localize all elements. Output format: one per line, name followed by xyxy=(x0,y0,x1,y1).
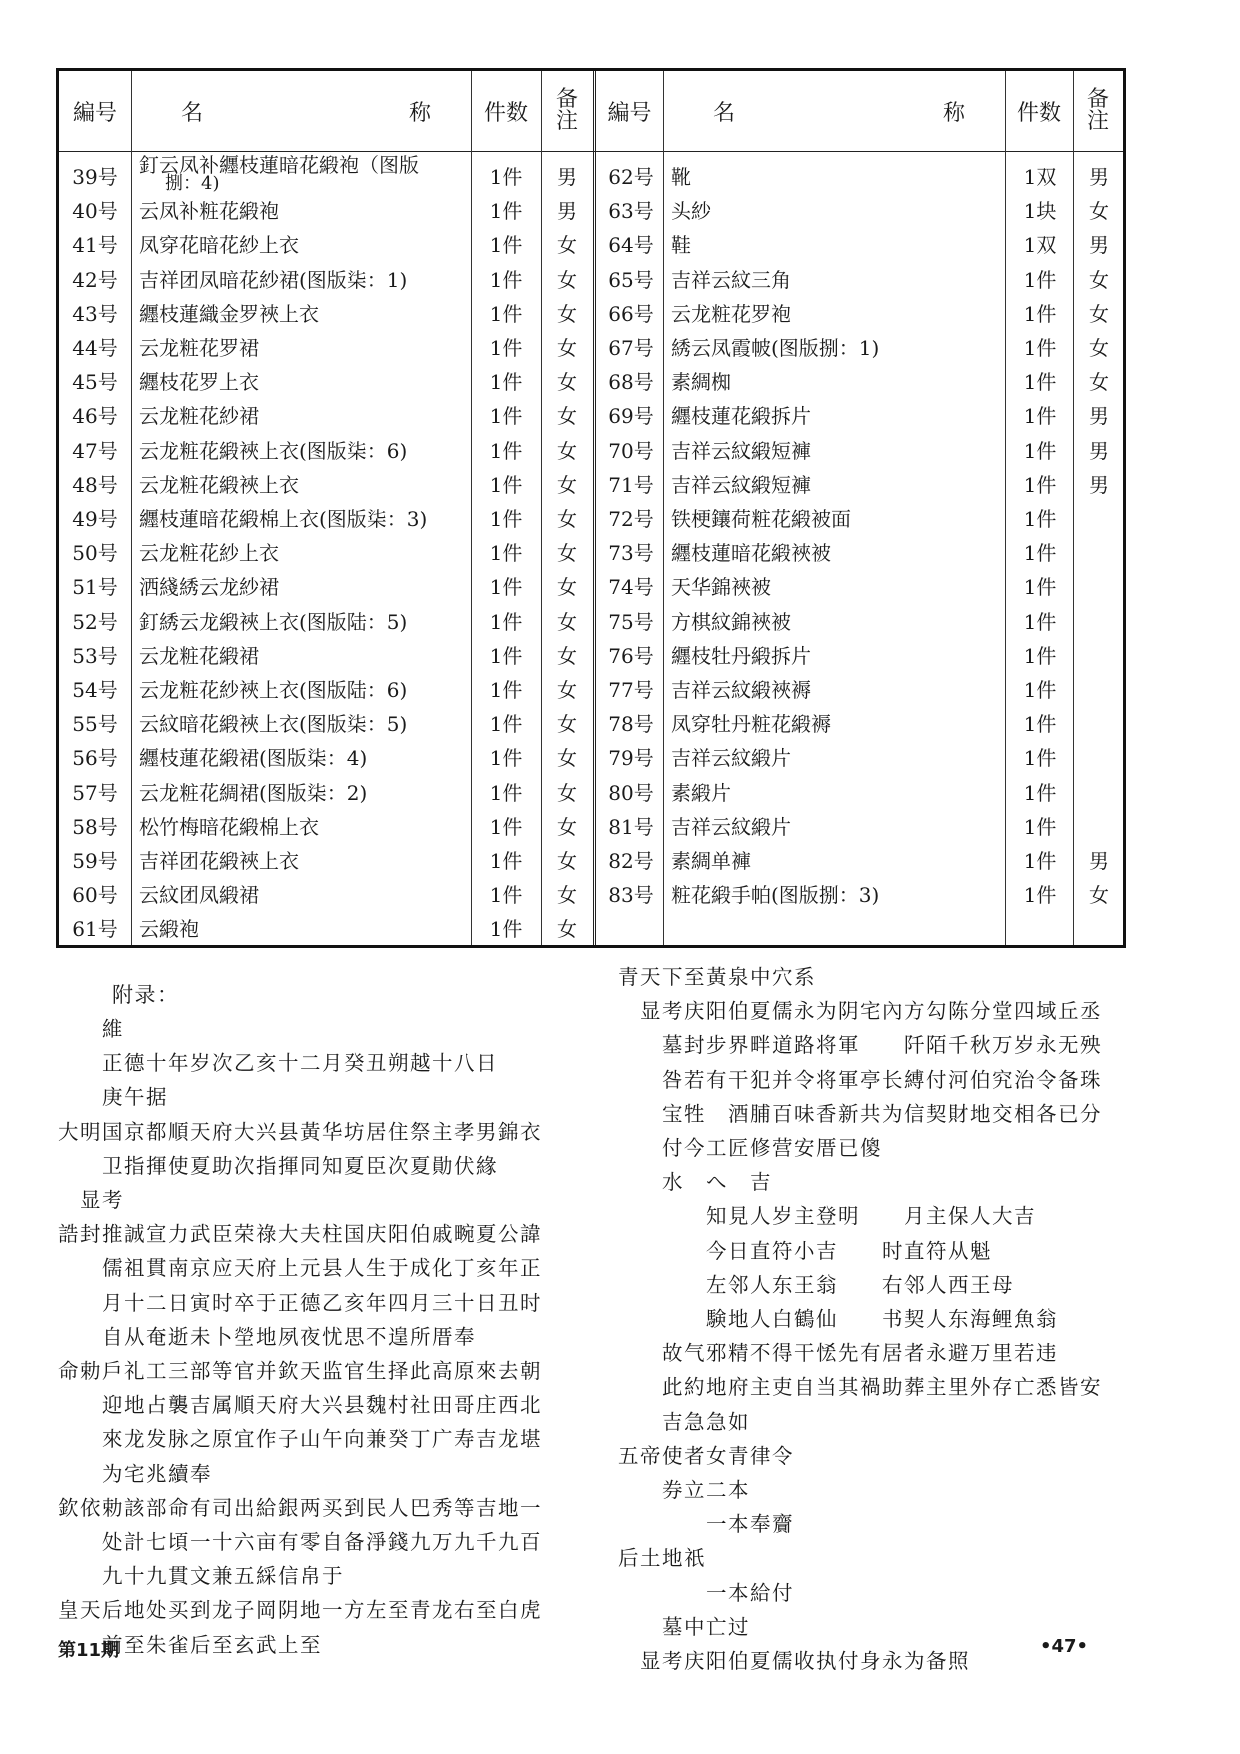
item-number: 52号 xyxy=(72,609,118,634)
issue-number: 第11期 xyxy=(58,1640,120,1661)
col-divider xyxy=(131,71,132,945)
item-note: 男 xyxy=(1089,404,1109,429)
item-quantity: 1件 xyxy=(1023,746,1057,771)
item-name: 凤穿牡丹粧花緞褥 xyxy=(671,712,831,737)
item-number: 74号 xyxy=(608,575,654,600)
item-quantity: 1件 xyxy=(1023,575,1057,600)
header-qty: 件数 xyxy=(483,100,528,126)
item-name: 云龙粧花紗裌上衣(图版陆：6) xyxy=(139,678,408,702)
item-number: 58号 xyxy=(72,814,118,839)
header-name-right: 称 xyxy=(942,100,965,126)
item-quantity: 1件 xyxy=(1023,404,1057,429)
header-note xyxy=(541,71,593,151)
appendix-line: 一本給付 xyxy=(706,1580,794,1605)
appendix-line: 庚午据 xyxy=(102,1085,168,1110)
item-quantity: 1件 xyxy=(489,472,523,497)
appendix-line: 吉急急如 xyxy=(662,1409,750,1434)
item-note: 男 xyxy=(1089,472,1109,497)
header-name-right: 称 xyxy=(408,100,431,126)
item-quantity: 1件 xyxy=(489,301,523,326)
item-quantity: 1件 xyxy=(1023,643,1057,668)
item-quantity: 1件 xyxy=(489,746,523,771)
item-number: 46号 xyxy=(72,404,118,429)
item-name-continued: 捌：4) xyxy=(165,173,220,194)
item-number: 69号 xyxy=(608,404,654,429)
item-number: 49号 xyxy=(72,507,118,531)
appendix-line: 大明国京都順天府大兴县黃华坊居住祭主孝男錦衣 xyxy=(58,1119,542,1144)
item-name: 云龙粧花紗上衣 xyxy=(139,541,279,566)
item-quantity: 1双 xyxy=(1023,165,1057,189)
item-name: 云龙粧花罗袍 xyxy=(671,301,791,326)
item-note: 女 xyxy=(557,883,577,908)
item-number: 75号 xyxy=(608,609,654,634)
appendix-heading: 附录： xyxy=(112,983,180,1007)
item-name: 綉云凤霞帔(图版捌：1) xyxy=(671,336,880,360)
header-name-left: 名 xyxy=(713,100,736,126)
item-note: 女 xyxy=(557,267,577,292)
appendix-line: 命勅戶礼工三部等官并欽天监官生择此高原來去朝 xyxy=(58,1359,542,1383)
item-number: 47号 xyxy=(72,438,118,463)
item-name: 头紗 xyxy=(671,199,711,224)
item-number: 60号 xyxy=(72,883,118,908)
item-name: 凤穿花暗花紗上衣 xyxy=(139,233,299,258)
item-note: 女 xyxy=(557,507,577,531)
item-name: 靴 xyxy=(671,165,691,189)
item-name: 吉祥云紋緞片 xyxy=(671,746,791,771)
item-note: 女 xyxy=(557,438,577,463)
item-number: 44号 xyxy=(72,336,118,360)
item-name: 云龙粧花緞裌上衣(图版柒：6) xyxy=(139,438,408,463)
appendix-line: 墓中亡过 xyxy=(662,1614,750,1639)
header-note-right xyxy=(1073,71,1123,151)
item-quantity: 1件 xyxy=(1023,507,1057,531)
item-number: 48号 xyxy=(72,472,118,497)
item-name: 吉祥云紋三角 xyxy=(671,267,791,292)
item-number: 66号 xyxy=(608,301,654,326)
item-name: 纒枝蓮花緞拆片 xyxy=(671,404,811,429)
item-note: 女 xyxy=(557,233,577,258)
appendix-line: 一本奉齎 xyxy=(706,1512,794,1537)
header-name-left: 名 xyxy=(181,100,204,126)
item-note: 女 xyxy=(557,541,577,566)
item-quantity: 1件 xyxy=(489,678,523,702)
appendix-line: 后土地祇 xyxy=(618,1546,706,1571)
appendix-line: 故气邪精不得干恡先有居者永避万里若违 xyxy=(662,1341,1058,1366)
item-number: 40号 xyxy=(72,199,118,224)
item-quantity: 1件 xyxy=(1023,849,1057,873)
item-quantity: 1件 xyxy=(489,233,523,258)
item-note: 女 xyxy=(557,404,577,429)
item-name: 纒枝蓮暗花緞棉上衣(图版柒：3) xyxy=(139,507,428,531)
item-number: 55号 xyxy=(72,712,118,737)
item-name: 釘云凤补纒枝蓮暗花緞袍（图版 xyxy=(139,153,419,177)
item-note: 男 xyxy=(557,165,577,189)
header-note-top: 备 xyxy=(1086,87,1109,112)
item-number: 43号 xyxy=(72,301,118,326)
appendix-line: 付今工匠修营安厝已傻 xyxy=(662,1136,882,1160)
appendix-line: 卫指揮使夏助次指揮同知夏臣次夏勛伏緣 xyxy=(102,1153,498,1178)
item-name: 鞋 xyxy=(671,233,691,258)
item-name: 云紋暗花緞裌上衣(图版柒：5) xyxy=(139,712,408,737)
item-name: 铁梗鑲荷粧花緞被面 xyxy=(671,507,851,531)
item-number: 57号 xyxy=(72,780,118,805)
item-note: 男 xyxy=(1089,849,1109,873)
item-quantity: 1件 xyxy=(1023,267,1057,292)
item-number: 45号 xyxy=(72,370,118,395)
appendix-line: 水 へ 吉 xyxy=(662,1170,772,1195)
item-quantity: 1件 xyxy=(489,541,523,566)
page-number: •47• xyxy=(1040,1636,1089,1657)
item-quantity: 1件 xyxy=(1023,609,1057,634)
item-quantity: 1件 xyxy=(1023,814,1057,839)
item-quantity: 1件 xyxy=(489,336,523,360)
item-quantity: 1件 xyxy=(1023,541,1057,566)
item-note: 女 xyxy=(557,336,577,360)
appendix-line: 欽依勅該部命有司出給銀两买到民人巴秀等吉地一 xyxy=(58,1495,542,1520)
item-note: 女 xyxy=(557,643,577,668)
item-number: 80号 xyxy=(608,780,654,805)
header-name xyxy=(131,71,471,151)
item-note: 女 xyxy=(1089,199,1109,224)
item-name: 云龙粧花罗裙 xyxy=(139,336,259,360)
item-name: 云龙粧花緞裙 xyxy=(139,643,259,668)
item-name: 云龙粧花緞裌上衣 xyxy=(139,472,299,497)
item-name: 云紋团凤緞裙 xyxy=(139,883,259,908)
item-quantity: 1件 xyxy=(489,404,523,429)
item-quantity: 1件 xyxy=(1023,301,1057,326)
item-quantity: 1件 xyxy=(1023,336,1057,360)
appendix-line: 月十二日寅时卒于正德乙亥年四月三十日丑时 xyxy=(102,1290,542,1315)
header-note-bottom: 注 xyxy=(555,109,578,134)
appendix-line: 皇天后地处买到龙子岡阴地一方左至青龙右至白虎 xyxy=(58,1598,542,1623)
item-name: 松竹梅暗花緞棉上衣 xyxy=(139,814,319,839)
item-number: 79号 xyxy=(608,746,654,771)
item-quantity: 1件 xyxy=(489,165,523,189)
item-number: 81号 xyxy=(608,814,654,839)
appendix-line: 儒祖貫南京应天府上元县人生于成化丁亥年正 xyxy=(102,1256,542,1281)
item-quantity: 1件 xyxy=(1023,472,1057,497)
item-note: 女 xyxy=(1089,301,1109,326)
appendix-line: 來龙发脉之原宜作子山午向兼癸丁广寿吉龙堪 xyxy=(102,1427,542,1452)
appendix-line: 前至朱雀后至玄武上至 xyxy=(102,1632,322,1657)
item-number: 59号 xyxy=(72,849,118,873)
item-name: 吉祥云紋緞裌褥 xyxy=(671,678,811,702)
appendix-line: 宝牲 酒脯百味香新共为信契財地交相各已分 xyxy=(662,1101,1102,1126)
item-note: 男 xyxy=(1089,165,1109,189)
item-quantity: 1件 xyxy=(489,643,523,668)
appendix-line: 显考 xyxy=(80,1188,124,1212)
item-quantity: 1件 xyxy=(1023,370,1057,395)
item-note: 女 xyxy=(557,849,577,873)
inventory-table xyxy=(56,68,1126,948)
appendix-line: 处計七頃一十六亩有零自备淨錢九万九千九百 xyxy=(102,1530,542,1554)
item-quantity: 1块 xyxy=(1023,199,1057,224)
item-quantity: 1双 xyxy=(1023,233,1057,258)
item-name: 纒枝蓮織金罗裌上衣 xyxy=(139,301,319,326)
appendix-line: 験地人白鶴仙 书契人东海鲤魚翁 xyxy=(706,1307,1058,1331)
item-quantity: 1件 xyxy=(489,712,523,737)
appendix-line: 券立二本 xyxy=(662,1478,750,1502)
item-number: 42号 xyxy=(72,267,118,292)
header-qty-right: 件数 xyxy=(1016,100,1061,126)
item-number: 73号 xyxy=(608,541,654,566)
item-name: 粧花緞手帕(图版捌：3) xyxy=(671,883,880,908)
header-num: 編号 xyxy=(72,100,117,126)
item-note: 女 xyxy=(1089,883,1109,908)
item-quantity: 1件 xyxy=(489,267,523,292)
item-number: 53号 xyxy=(72,643,118,668)
item-name: 吉祥云紋緞短褲 xyxy=(671,438,811,463)
header-num-right: 編号 xyxy=(607,100,652,126)
item-note: 女 xyxy=(557,301,577,326)
item-name: 吉祥团花緞裌上衣 xyxy=(139,849,299,873)
item-number: 63号 xyxy=(608,199,654,224)
item-note: 男 xyxy=(1089,233,1109,258)
appendix-line: 知見人岁主登明 月主保人大吉 xyxy=(706,1204,1036,1229)
item-quantity: 1件 xyxy=(489,883,523,908)
item-quantity: 1件 xyxy=(489,438,523,463)
header-note-bottom: 注 xyxy=(1086,109,1109,134)
item-note: 女 xyxy=(557,746,577,771)
item-name: 天华錦裌被 xyxy=(671,575,771,600)
item-quantity: 1件 xyxy=(489,780,523,805)
item-number: 51号 xyxy=(72,575,118,600)
item-quantity: 1件 xyxy=(489,849,523,873)
item-note: 男 xyxy=(557,199,577,224)
item-number: 82号 xyxy=(608,849,654,873)
item-name: 釘綉云龙緞裌上衣(图版陆：5) xyxy=(139,609,408,634)
appendix-line: 左邻人东王翁 右邻人西王母 xyxy=(706,1272,1014,1297)
item-number: 50号 xyxy=(72,541,118,566)
appendix-line: 此約地府主吏自当其禍助葬主里外存亡悉皆安 xyxy=(662,1375,1102,1400)
appendix-line: 迎地占襲吉属順天府大兴县魏村社田哥庄西北 xyxy=(102,1393,542,1418)
item-number: 71号 xyxy=(608,472,654,497)
header-name-right-table xyxy=(663,71,1005,151)
appendix-line: 今日直符小吉 时直符从魁 xyxy=(706,1238,992,1263)
item-note: 女 xyxy=(557,575,577,600)
item-note: 女 xyxy=(1089,370,1109,395)
item-note: 女 xyxy=(557,780,577,805)
item-quantity: 1件 xyxy=(489,609,523,634)
item-note: 女 xyxy=(1089,267,1109,292)
item-number: 72号 xyxy=(608,507,654,531)
appendix-line: 咎若有干犯并令将軍亭长縛付河伯究治令备珠 xyxy=(662,1067,1102,1092)
item-quantity: 1件 xyxy=(489,370,523,395)
item-number: 64号 xyxy=(608,233,654,258)
appendix-line: 显考庆阳伯夏儒永为阴宅內方勾陈分堂四域丘丞 xyxy=(640,999,1102,1024)
item-name: 素綢椥 xyxy=(671,370,731,395)
appendix-line: 墓封步界畔道路将軍 阡陌千秋万岁永无殃 xyxy=(662,1033,1102,1058)
item-quantity: 1件 xyxy=(489,917,523,942)
appendix-line: 显考庆阳伯夏儒收执付身永为备照 xyxy=(640,1649,970,1673)
item-number: 76号 xyxy=(608,643,654,668)
item-name: 素緞片 xyxy=(671,780,731,805)
item-number: 77号 xyxy=(608,678,654,702)
item-number: 65号 xyxy=(608,267,654,292)
item-name: 纒枝花罗上衣 xyxy=(139,370,259,395)
item-number: 41号 xyxy=(72,233,118,258)
item-note: 女 xyxy=(557,609,577,634)
item-quantity: 1件 xyxy=(1023,438,1057,463)
item-note: 女 xyxy=(557,917,577,942)
item-name: 吉祥云紋緞短褲 xyxy=(671,472,811,497)
item-quantity: 1件 xyxy=(489,814,523,839)
item-name: 纒枝蓮暗花緞裌被 xyxy=(671,541,831,566)
item-number: 56号 xyxy=(72,746,118,771)
appendix-line: 五帝使者女青律令 xyxy=(618,1443,794,1468)
item-name: 素綢单褲 xyxy=(671,849,751,873)
item-name: 方棋紋錦裌被 xyxy=(671,609,791,634)
item-quantity: 1件 xyxy=(489,199,523,224)
item-note: 女 xyxy=(557,678,577,702)
item-note: 女 xyxy=(557,814,577,839)
appendix-line: 为宅兆續奉 xyxy=(102,1461,212,1486)
item-name: 云龙粧花綢裙(图版柒：2) xyxy=(139,780,368,805)
appendix-line: 自从奄逝未卜塋地夙夜忧思不遑所厝奉 xyxy=(102,1324,476,1349)
item-name: 云凤补粧花緞袍 xyxy=(139,199,279,224)
item-name: 洒綫綉云龙紗裙 xyxy=(139,575,279,600)
item-note: 女 xyxy=(1089,336,1109,360)
item-name: 吉祥团凤暗花紗裙(图版柒：1) xyxy=(139,267,408,292)
item-note: 女 xyxy=(557,370,577,395)
item-name: 云龙粧花紗裙 xyxy=(139,404,259,429)
item-number: 67号 xyxy=(608,336,654,360)
item-number: 68号 xyxy=(608,370,654,395)
item-note: 男 xyxy=(1089,438,1109,463)
item-number: 54号 xyxy=(72,678,118,702)
appendix-line: 九十九貫文兼五綵信帛于 xyxy=(102,1564,344,1589)
header-note-top: 备 xyxy=(555,87,578,112)
item-quantity: 1件 xyxy=(1023,712,1057,737)
appendix-line: 青天下至黃泉中穴系 xyxy=(618,965,816,989)
item-number: 78号 xyxy=(608,712,654,737)
item-number: 61号 xyxy=(72,917,118,942)
item-note: 女 xyxy=(557,472,577,497)
item-quantity: 1件 xyxy=(1023,780,1057,805)
appendix-line: 誥封推誠宣力武臣荣祿大夫柱国庆阳伯戚畹夏公諱 xyxy=(58,1222,542,1247)
appendix-line: 正德十年岁次乙亥十二月癸丑朔越十八日 xyxy=(102,1051,498,1076)
item-quantity: 1件 xyxy=(1023,883,1057,908)
item-name: 吉祥云紋緞片 xyxy=(671,814,791,839)
item-quantity: 1件 xyxy=(489,507,523,531)
item-number: 70号 xyxy=(608,438,654,463)
appendix-line: 維 xyxy=(102,1017,124,1041)
item-quantity: 1件 xyxy=(489,575,523,600)
item-number: 62号 xyxy=(608,165,654,189)
item-number: 39号 xyxy=(72,165,118,189)
item-name: 云緞袍 xyxy=(139,917,199,942)
item-name: 纒枝牡丹緞拆片 xyxy=(671,643,811,668)
item-quantity: 1件 xyxy=(1023,678,1057,702)
item-name: 纒枝蓮花緞裙(图版柒：4) xyxy=(139,746,368,771)
item-note: 女 xyxy=(557,712,577,737)
item-number: 83号 xyxy=(608,883,654,908)
